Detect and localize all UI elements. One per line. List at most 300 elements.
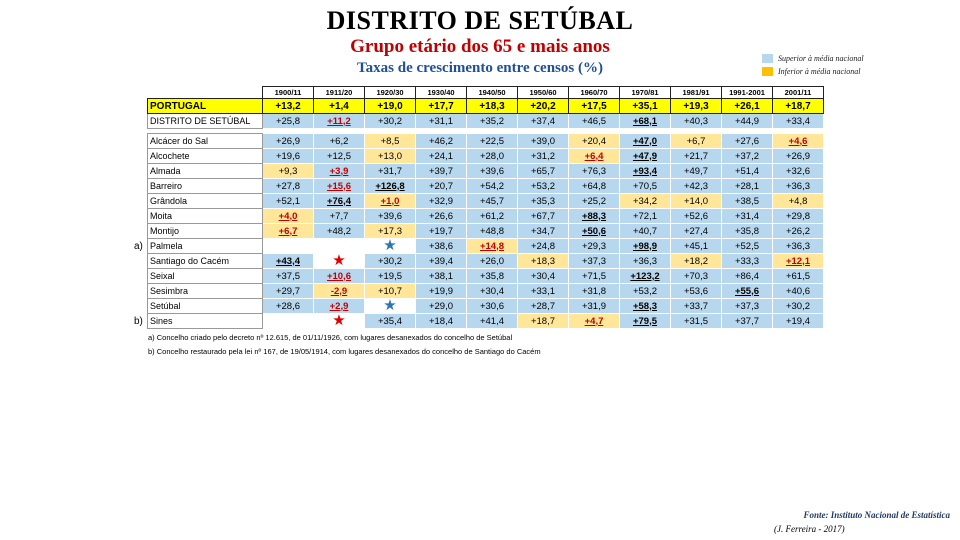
value-text: +76,3 [581, 165, 607, 177]
column-header: 1991-2001 [722, 87, 773, 99]
value-cell [620, 224, 671, 239]
value-text: +35,2 [479, 115, 505, 127]
value-cell [314, 164, 365, 179]
value-text: +36,3 [632, 255, 658, 267]
table-row [148, 254, 824, 269]
value-text: +39,4 [428, 255, 454, 267]
value-cell [314, 179, 365, 194]
value-cell [671, 164, 722, 179]
value-cell [773, 284, 824, 299]
value-text: +46,2 [428, 135, 454, 147]
value-cell [620, 299, 671, 314]
value-cell [722, 239, 773, 254]
value-text: +37,7 [734, 315, 760, 327]
value-cell [263, 114, 314, 129]
value-text: +42,3 [683, 180, 709, 192]
value-cell [671, 284, 722, 299]
footnotes [148, 331, 541, 359]
table-row [148, 269, 824, 284]
value-cell [620, 314, 671, 329]
value-cell [416, 224, 467, 239]
value-cell [314, 254, 365, 269]
value-cell [671, 254, 722, 269]
value-text: +88,3 [581, 210, 607, 222]
value-cell [671, 149, 722, 164]
value-text: +29,0 [428, 300, 454, 312]
value-text: +53,2 [632, 285, 658, 297]
value-cell [569, 99, 620, 114]
row-label: DISTRITO DE SETÚBAL [148, 114, 263, 129]
value-cell [722, 179, 773, 194]
value-text: +47,0 [632, 135, 658, 147]
value-text: +67,7 [530, 210, 556, 222]
value-cell [365, 209, 416, 224]
legend-item-above [762, 52, 864, 65]
value-text: +26,2 [785, 225, 811, 237]
table-row [148, 99, 824, 114]
value-cell [314, 194, 365, 209]
value-cell [314, 284, 365, 299]
value-text: +37,3 [734, 300, 760, 312]
value-cell [518, 134, 569, 149]
row-label: Santiago do Cacém [148, 254, 263, 269]
value-text: +18,7 [785, 100, 811, 112]
table-row [148, 179, 824, 194]
value-cell [314, 149, 365, 164]
table-row [148, 164, 824, 179]
value-cell [722, 134, 773, 149]
row-footnote-marker: b) [134, 315, 143, 327]
value-text: +35,8 [734, 225, 760, 237]
value-cell [620, 209, 671, 224]
column-header: 2001/11 [773, 87, 824, 99]
value-cell [671, 209, 722, 224]
value-text: +45,7 [479, 195, 505, 207]
value-text: +13,2 [275, 100, 301, 112]
value-text: +64,8 [581, 180, 607, 192]
value-cell [518, 149, 569, 164]
value-text: +45,1 [683, 240, 709, 252]
value-text: +48,2 [326, 225, 352, 237]
growth-rate-table [147, 86, 824, 329]
value-cell [722, 209, 773, 224]
value-text: +26,6 [428, 210, 454, 222]
column-header: 1911/20 [314, 87, 365, 99]
value-cell [263, 254, 314, 269]
value-cell [518, 209, 569, 224]
value-cell [263, 179, 314, 194]
value-cell [263, 149, 314, 164]
value-cell [467, 224, 518, 239]
value-text: +29,7 [275, 285, 301, 297]
value-cell [518, 179, 569, 194]
value-text: +93,4 [632, 165, 658, 177]
value-text: +20,4 [581, 135, 607, 147]
value-cell [722, 164, 773, 179]
value-cell [314, 239, 365, 254]
value-text: +38,6 [428, 240, 454, 252]
value-cell [773, 254, 824, 269]
value-cell [569, 269, 620, 284]
value-cell [467, 254, 518, 269]
value-text: +19,4 [785, 315, 811, 327]
value-cell [314, 314, 365, 329]
value-cell [773, 179, 824, 194]
value-cell [620, 194, 671, 209]
value-cell [620, 284, 671, 299]
value-text: +11,2 [327, 115, 351, 127]
value-text: +52,5 [734, 240, 760, 252]
value-text: +29,3 [581, 240, 607, 252]
value-text: +37,5 [275, 270, 301, 282]
value-cell [773, 99, 824, 114]
value-text: +41,4 [479, 315, 505, 327]
value-text: +6,7 [686, 135, 706, 147]
value-text: +31,2 [530, 150, 556, 162]
value-cell [416, 209, 467, 224]
value-text: +34,2 [632, 195, 658, 207]
value-cell [569, 224, 620, 239]
value-cell [518, 254, 569, 269]
value-cell [365, 239, 416, 254]
page-title: DISTRITO DE SETÚBAL [326, 6, 634, 35]
legend-label-above: Superior à média nacional [778, 54, 864, 63]
row-label: Almada [148, 164, 263, 179]
value-cell [569, 254, 620, 269]
value-text: +40,3 [683, 115, 709, 127]
value-text: +38,5 [734, 195, 760, 207]
value-cell [365, 194, 416, 209]
value-cell [569, 314, 620, 329]
row-footnote-marker: a) [134, 240, 143, 252]
value-text: +28,6 [275, 300, 301, 312]
value-text: +20,2 [530, 100, 556, 112]
value-cell [314, 224, 365, 239]
value-text: +28,1 [734, 180, 760, 192]
value-cell [467, 314, 518, 329]
value-text: +22,5 [479, 135, 505, 147]
value-text: +10,7 [377, 285, 403, 297]
value-cell [518, 164, 569, 179]
value-text: +39,6 [377, 210, 403, 222]
value-text: +38,1 [428, 270, 454, 282]
value-text: +58,3 [632, 300, 658, 312]
value-cell [263, 164, 314, 179]
value-cell [773, 134, 824, 149]
value-cell [467, 134, 518, 149]
value-cell [263, 224, 314, 239]
value-cell [467, 179, 518, 194]
value-cell [518, 99, 569, 114]
row-label: Grândola [148, 194, 263, 209]
value-cell [416, 269, 467, 284]
value-cell [671, 239, 722, 254]
table-row [148, 224, 824, 239]
value-text: +1,4 [329, 100, 349, 112]
value-cell [773, 164, 824, 179]
value-cell [722, 254, 773, 269]
legend-item-below [762, 65, 864, 78]
value-text: +36,3 [785, 240, 811, 252]
value-text: +39,0 [530, 135, 556, 147]
value-cell [314, 99, 365, 114]
value-text: +68,1 [632, 115, 658, 127]
value-cell [518, 269, 569, 284]
value-cell [467, 149, 518, 164]
column-header: 1900/11 [263, 87, 314, 99]
value-text: +19,7 [428, 225, 454, 237]
value-text: +65,7 [530, 165, 556, 177]
value-text: +39,6 [479, 165, 505, 177]
value-cell [569, 114, 620, 129]
value-cell [671, 314, 722, 329]
source-note: Fonte: Instituto Nacional de Estatística [803, 510, 950, 520]
value-text: +10,6 [326, 270, 352, 282]
value-text: +2,9 [329, 300, 349, 312]
row-label: Sines [148, 314, 263, 329]
table-header-row [148, 87, 824, 99]
value-text: +70,3 [683, 270, 709, 282]
value-text: +19,3 [683, 100, 709, 112]
value-cell [314, 134, 365, 149]
value-text: +44,9 [734, 115, 760, 127]
legend-swatch-above [762, 54, 773, 63]
value-cell [773, 209, 824, 224]
row-label: PORTUGAL [148, 99, 263, 114]
table-row [148, 114, 824, 129]
row-label: Alcochete [148, 149, 263, 164]
value-text: +12,5 [326, 150, 352, 162]
value-cell [671, 194, 722, 209]
row-label: Montijo [148, 224, 263, 239]
value-text: +27,4 [683, 225, 709, 237]
value-text: +4,8 [788, 195, 808, 207]
value-cell [671, 99, 722, 114]
value-text: +50,6 [581, 225, 607, 237]
row-label: Barreiro [148, 179, 263, 194]
value-text: +79,5 [632, 315, 658, 327]
row-label: Seixal [148, 269, 263, 284]
value-text: +19,5 [377, 270, 403, 282]
table-row [148, 209, 824, 224]
value-text: +19,9 [428, 285, 454, 297]
value-text: +14,8 [479, 240, 505, 252]
value-text: +31,7 [377, 165, 403, 177]
value-text: +12,1 [785, 255, 811, 267]
value-text: +86,4 [734, 270, 760, 282]
value-text: +48,8 [479, 225, 505, 237]
blue-star-icon: ★ [383, 298, 397, 314]
value-cell [365, 299, 416, 314]
value-cell [620, 254, 671, 269]
value-text: +35,4 [377, 315, 403, 327]
value-cell [569, 284, 620, 299]
value-cell [416, 179, 467, 194]
red-star-icon: ★ [332, 313, 346, 329]
value-text: +30,6 [479, 300, 505, 312]
author-note: (J. Ferreira - 2017) [774, 524, 845, 534]
value-cell [314, 209, 365, 224]
value-cell [722, 194, 773, 209]
value-text: +6,7 [278, 225, 298, 237]
value-text: +52,1 [275, 195, 301, 207]
value-text: +37,3 [581, 255, 607, 267]
value-text: +46,5 [581, 115, 607, 127]
value-cell [416, 239, 467, 254]
footnote-b: b) Concelho restaurado pela lei nº 167, de 19/05/1914, com lugares desanexados do concelho de Santiago do Cacém [148, 347, 541, 356]
value-cell [569, 149, 620, 164]
value-cell [365, 99, 416, 114]
row-label: Moita [148, 209, 263, 224]
column-header: 1970/81 [620, 87, 671, 99]
value-cell [773, 224, 824, 239]
value-text: +35,8 [479, 270, 505, 282]
value-cell [722, 114, 773, 129]
value-text: +61,5 [785, 270, 811, 282]
value-cell [569, 299, 620, 314]
value-text: +35,3 [530, 195, 556, 207]
value-text: +18,3 [479, 100, 505, 112]
value-cell [416, 284, 467, 299]
value-text: +35,1 [632, 100, 658, 112]
value-cell [416, 194, 467, 209]
value-cell [263, 209, 314, 224]
value-text: +26,9 [275, 135, 301, 147]
value-text: +53,2 [530, 180, 556, 192]
value-cell [722, 299, 773, 314]
table-row [148, 299, 824, 314]
value-cell [620, 179, 671, 194]
value-cell [569, 209, 620, 224]
value-text: +30,2 [785, 300, 811, 312]
table-row [148, 194, 824, 209]
value-cell [263, 134, 314, 149]
value-text: +18,3 [530, 255, 556, 267]
value-text: +6,2 [329, 135, 349, 147]
value-text: +37,4 [530, 115, 556, 127]
value-text: +31,5 [683, 315, 709, 327]
value-text: +47,9 [632, 150, 658, 162]
value-cell [518, 314, 569, 329]
value-text: +17,5 [581, 100, 607, 112]
value-cell [518, 239, 569, 254]
value-text: +18,7 [530, 315, 556, 327]
value-cell [467, 269, 518, 284]
value-cell [773, 269, 824, 284]
value-cell [263, 239, 314, 254]
value-text: +24,8 [530, 240, 556, 252]
column-header: 1981/91 [671, 87, 722, 99]
value-cell [263, 194, 314, 209]
row-label: Sesimbra [148, 284, 263, 299]
value-text: +25,2 [581, 195, 607, 207]
value-text: +55,6 [734, 285, 760, 297]
table-row [148, 284, 824, 299]
value-cell [620, 149, 671, 164]
value-text: +26,0 [479, 255, 505, 267]
column-header: 1920/30 [365, 87, 416, 99]
value-cell [620, 134, 671, 149]
value-text: +33,4 [785, 115, 811, 127]
value-cell [671, 269, 722, 284]
value-text: +8,5 [380, 135, 400, 147]
value-text: +19,6 [275, 150, 301, 162]
value-cell [569, 179, 620, 194]
value-text: +52,6 [683, 210, 709, 222]
value-text: +126,8 [375, 180, 405, 192]
value-cell [467, 299, 518, 314]
value-text: +30,4 [479, 285, 505, 297]
value-cell [416, 164, 467, 179]
value-cell [620, 114, 671, 129]
value-text: -2,9 [330, 285, 348, 297]
value-text: +31,9 [581, 300, 607, 312]
value-text: +28,0 [479, 150, 505, 162]
value-cell [416, 114, 467, 129]
value-cell [416, 314, 467, 329]
column-header: 1930/40 [416, 87, 467, 99]
value-text: +14,0 [683, 195, 709, 207]
value-text: +21,7 [683, 150, 709, 162]
value-cell [314, 269, 365, 284]
header-blank-cell [148, 87, 263, 99]
value-cell [722, 284, 773, 299]
value-text: +29,8 [785, 210, 811, 222]
value-cell [416, 299, 467, 314]
value-text: +36,3 [785, 180, 811, 192]
page-subtitle-secondary: Taxas de crescimento entre censos (%) [357, 60, 603, 76]
value-text: +9,3 [278, 165, 298, 177]
value-cell [365, 134, 416, 149]
value-text: +17,7 [428, 100, 454, 112]
value-text: +28,7 [530, 300, 556, 312]
value-text: +20,7 [428, 180, 454, 192]
table-row [148, 314, 824, 329]
value-cell [671, 299, 722, 314]
value-text: +18,4 [428, 315, 454, 327]
value-text: +4,7 [584, 315, 604, 327]
value-cell [263, 314, 314, 329]
value-text: +27,8 [275, 180, 301, 192]
column-header: 1940/50 [467, 87, 518, 99]
value-text: +72,1 [632, 210, 658, 222]
value-cell [518, 114, 569, 129]
value-cell [263, 284, 314, 299]
value-text: +31,1 [428, 115, 454, 127]
value-cell [722, 224, 773, 239]
value-cell [518, 284, 569, 299]
value-cell [773, 299, 824, 314]
table-row [148, 149, 824, 164]
value-text: +37,2 [734, 150, 760, 162]
value-text: +43,4 [275, 255, 301, 267]
value-cell [518, 299, 569, 314]
value-text: +61,2 [479, 210, 505, 222]
value-text: +76,4 [326, 195, 352, 207]
value-text: +53,6 [683, 285, 709, 297]
value-text: +34,7 [530, 225, 556, 237]
value-text: +6,4 [584, 150, 604, 162]
value-text: +3,9 [329, 165, 349, 177]
value-text: +4,6 [788, 135, 808, 147]
value-cell [467, 114, 518, 129]
value-text: +7,7 [329, 210, 349, 222]
value-text: +123,2 [630, 270, 660, 282]
value-cell [569, 194, 620, 209]
value-cell [773, 314, 824, 329]
value-text: +40,6 [785, 285, 811, 297]
row-label: Setúbal [148, 299, 263, 314]
